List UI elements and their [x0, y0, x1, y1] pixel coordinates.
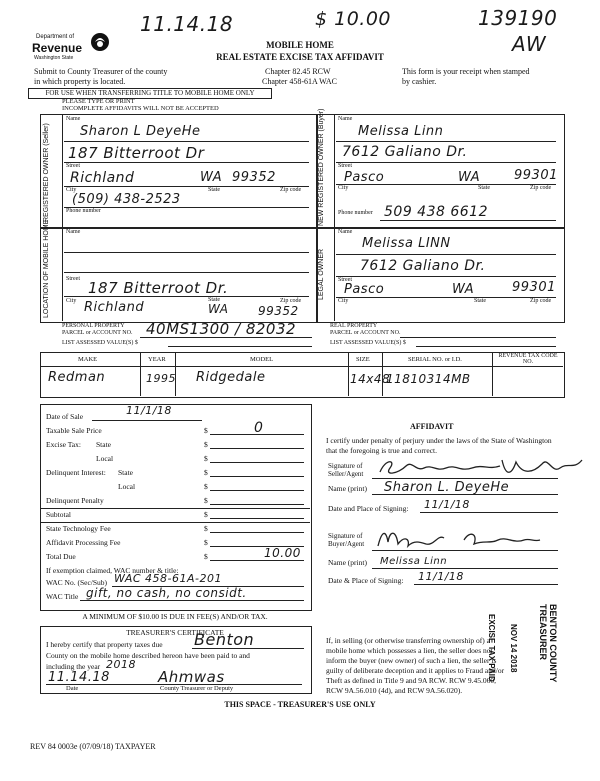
int-state-label: State [118, 468, 133, 477]
seller-sig-label: Signature of Seller/Agent [328, 462, 364, 478]
legal-name[interactable]: Melissa LINN [362, 236, 451, 251]
chapter-1: Chapter 82.45 RCW [265, 67, 331, 76]
handwritten-initials: AW [512, 32, 547, 56]
treasurer-date[interactable]: 11.14.18 [48, 670, 110, 685]
vehicle-table [40, 352, 565, 398]
seller-phone[interactable]: (509) 438-2523 [72, 192, 181, 207]
location-state[interactable]: WA [208, 302, 229, 316]
legal-state[interactable]: WA [452, 282, 475, 297]
stamp-county: BENTON COUNTY TREASURER [538, 604, 558, 683]
col-make: MAKE [78, 356, 98, 363]
rp-label-1: REAL PROPERTY [330, 323, 378, 329]
treasurer-line-1: I hereby certify that property taxes due [46, 640, 163, 649]
vehicle-model[interactable]: Ridgedale [196, 370, 266, 385]
buyer-zip-label: Zip code [530, 185, 552, 191]
buyer-name-print-label: Name (print) [328, 558, 367, 567]
reg-owner-label: REGISTERED OWNER (Seller) [43, 123, 50, 222]
lien-warning: If, in selling (or otherwise transferring ownership of) a mobile home which possesses a lien, the seller does not inform the buyer (new owner) of such a lien, the seller is guilty of deliberate deception and it applies to Fraud and/or Theft as defined in Title 9 and 9A RCW. RCW 9.45.060, RCW 9A.56.010 (4d), and RCW 9A.56.020). [326, 636, 505, 695]
seller-print-name[interactable]: Sharon L. DeyeHe [384, 480, 510, 495]
vehicle-serial[interactable]: 11810314MB [386, 372, 471, 386]
buyer-date-label: Date & Place of Signing: [328, 576, 404, 585]
affidavit-text: I certify under penalty of perjury under the laws of the State of Washington that the foregoing is true and correct. [326, 436, 552, 455]
vehicle-year[interactable]: 1995 [146, 372, 176, 385]
stamp-paid: EXCISE TAX PAID [487, 614, 496, 682]
form-title-2: REAL ESTATE EXCISE TAX AFFIDAVIT [216, 52, 384, 62]
dor-logo: Department of Revenue Washington State [30, 32, 110, 64]
buyer-sig-label: Signature of Buyer/Agent [328, 532, 365, 548]
col-year: YEAR [148, 356, 166, 363]
treasurer-year[interactable]: 2018 [106, 658, 136, 671]
seller-name-label: Name [66, 116, 81, 122]
seller-zip[interactable]: 99352 [232, 170, 276, 185]
affidavit-fee-label: Affidavit Processing Fee [46, 538, 121, 547]
seller-date-label: Date and Place of Signing: [328, 504, 409, 513]
seller-city[interactable]: Richland [70, 170, 135, 186]
seller-city-label: City [66, 187, 77, 193]
receipt-text-1: This form is your receipt when stamped [402, 67, 530, 76]
delinq-int-label: Delinquent Interest: [46, 468, 106, 477]
handwritten-fee: $ 10.00 [315, 8, 392, 30]
seller-street-label: Street [66, 163, 80, 169]
excise-local-label: Local [96, 454, 114, 463]
treasurer-sig-label: County Treasurer or Deputy [160, 685, 234, 692]
affidavit-title: AFFIDAVIT [410, 422, 454, 431]
subtotal-label: Subtotal [46, 510, 72, 519]
col-size: SIZE [356, 356, 370, 363]
new-owner-label: NEW REGISTERED OWNER (Buyer) [318, 108, 325, 226]
buyer-phone[interactable]: 509 438 6612 [384, 204, 488, 220]
buyer-name-label: Name [338, 116, 353, 122]
legal-zip-label: Zip code [530, 298, 552, 304]
date-of-sale[interactable]: 11/1/18 [126, 404, 172, 417]
seller-state[interactable]: WA [200, 170, 223, 185]
wac-no[interactable]: WAC 458-61A-201 [114, 572, 222, 585]
location-city[interactable]: Richland [84, 300, 145, 315]
seller-signature[interactable] [376, 454, 586, 480]
parcel-number[interactable]: 40MS1300 / 82032 [146, 320, 297, 338]
delinq-pen-label: Delinquent Penalty [46, 496, 104, 505]
excise-label: Excise Tax: [46, 440, 81, 449]
seller-street[interactable]: 187 Bitterroot Dr [68, 144, 205, 162]
legal-city-label: City [338, 298, 349, 304]
chapter-2: Chapter 458-61A WAC [262, 77, 337, 86]
use-banner: FOR USE WHEN TRANSFERRING TITLE TO MOBILE HOME ONLY [28, 88, 272, 99]
submit-text-2: in which property is located. [34, 77, 126, 86]
seller-sign-date[interactable]: 11/1/18 [424, 498, 470, 511]
vehicle-size[interactable]: 14x48 [350, 372, 391, 386]
location-zip-label: Zip code [280, 298, 302, 304]
col-model: MODEL [250, 356, 274, 363]
col-revenue: REVENUE TAX CODE NO. [498, 353, 558, 365]
buyer-signature[interactable] [374, 526, 544, 552]
rp-assessed-label: LIST ASSESSED VALUE(S) $ [330, 340, 406, 346]
seller-state-label: State [208, 187, 220, 193]
col-serial: SERIAL NO. or I.D. [408, 356, 462, 363]
rp-label-2: PARCEL or ACCOUNT NO. [330, 330, 401, 336]
buyer-print-name[interactable]: Melissa Linn [380, 556, 448, 567]
buyer-name[interactable]: Melissa Linn [358, 124, 444, 139]
location-zip[interactable]: 99352 [258, 304, 299, 318]
wac-no-label: WAC No. (Sec/Sub) [46, 578, 108, 587]
incomplete-note: INCOMPLETE AFFIDAVITS WILL NOT BE ACCEPTED [62, 105, 219, 112]
pp-assessed-label: LIST ASSESSED VALUE(S) $ [62, 340, 138, 346]
location-street-label: Street [66, 276, 80, 282]
legal-label: LEGAL OWNER [318, 248, 325, 300]
date-of-sale-label: Date of Sale [46, 412, 84, 421]
buyer-state-label: State [478, 185, 490, 191]
form-footer: REV 84 0003e (07/09/18) TAXPAYER [30, 742, 156, 751]
legal-street[interactable]: 7612 Galiano Dr. [360, 258, 486, 274]
pp-label-2: PARCEL or ACCOUNT NO. [62, 330, 133, 336]
legal-name-label: Name [338, 229, 353, 235]
treasurer-signature[interactable]: Ahmwas [158, 668, 225, 686]
buyer-city[interactable]: Pasco [344, 170, 385, 185]
tech-fee-label: State Technology Fee [46, 524, 111, 533]
minimum-note: A MINIMUM OF $10.00 IS DUE IN FEE(S) AND/OR TAX. [82, 612, 268, 621]
submit-text-1: Submit to County Treasurer of the county [34, 67, 168, 76]
wac-title-label: WAC Title [46, 592, 79, 601]
treasurer-line-2: County on the mobile home described hereon have been paid to and [46, 651, 250, 660]
buyer-state[interactable]: WA [458, 170, 481, 185]
buyer-sign-date[interactable]: 11/1/18 [418, 570, 464, 583]
vehicle-make[interactable]: Redman [48, 370, 106, 385]
seller-phone-label: Phone number [66, 208, 101, 214]
location-name-label: Name [66, 229, 81, 235]
seller-name-print-label: Name (print) [328, 484, 367, 493]
location-street[interactable]: 187 Bitterroot Dr. [88, 279, 229, 297]
handwritten-date: 11.14.18 [140, 12, 234, 36]
buyer-city-label: City [338, 185, 349, 191]
excise-state-label: State [96, 440, 111, 449]
legal-zip[interactable]: 99301 [512, 280, 556, 295]
legal-street-label: Street [338, 277, 352, 283]
treasurer-use: THIS SPACE - TREASURER'S USE ONLY [224, 700, 376, 709]
total-value[interactable]: 10.00 [264, 546, 301, 560]
exemption-label: If exemption claimed, WAC number & title: [46, 566, 179, 575]
treasurer-county[interactable]: Benton [194, 630, 255, 649]
receipt-text-2: by cashier. [402, 77, 437, 86]
treasurer-date-label: Date [66, 685, 79, 692]
int-local-label: Local [118, 482, 136, 491]
seller-name[interactable]: Sharon L DeyeHe [80, 124, 201, 139]
form-title-1: MOBILE HOME [266, 40, 334, 50]
taxable-label: Taxable Sale Price [46, 426, 102, 435]
handwritten-number: 139190 [478, 6, 558, 30]
buyer-phone-label: Phone number [338, 210, 373, 216]
buyer-street-label: Street [338, 163, 352, 169]
treasurer-line-3: including the year [46, 662, 101, 671]
pp-label-1: PERSONAL PROPERTY [62, 323, 125, 329]
location-city-label: City [66, 298, 77, 304]
taxable-value[interactable]: 0 [254, 420, 264, 436]
seller-zip-label: Zip code [280, 187, 302, 193]
buyer-zip[interactable]: 99301 [514, 168, 558, 183]
treasurer-title: TREASURER'S CERTIFICATE [126, 628, 224, 637]
location-label: LOCATION OF MOBILE HOME [43, 219, 50, 318]
buyer-street[interactable]: 7612 Galiano Dr. [342, 144, 468, 160]
total-label: Total Due [46, 552, 76, 561]
wac-title[interactable]: gift, no cash, no considt. [86, 586, 247, 600]
legal-state-label: State [474, 298, 486, 304]
stamp-date: NOV 14 2018 [509, 624, 518, 673]
legal-city[interactable]: Pasco [344, 282, 385, 297]
location-state-label: State [208, 297, 220, 303]
print-note: PLEASE TYPE OR PRINT [62, 98, 135, 105]
